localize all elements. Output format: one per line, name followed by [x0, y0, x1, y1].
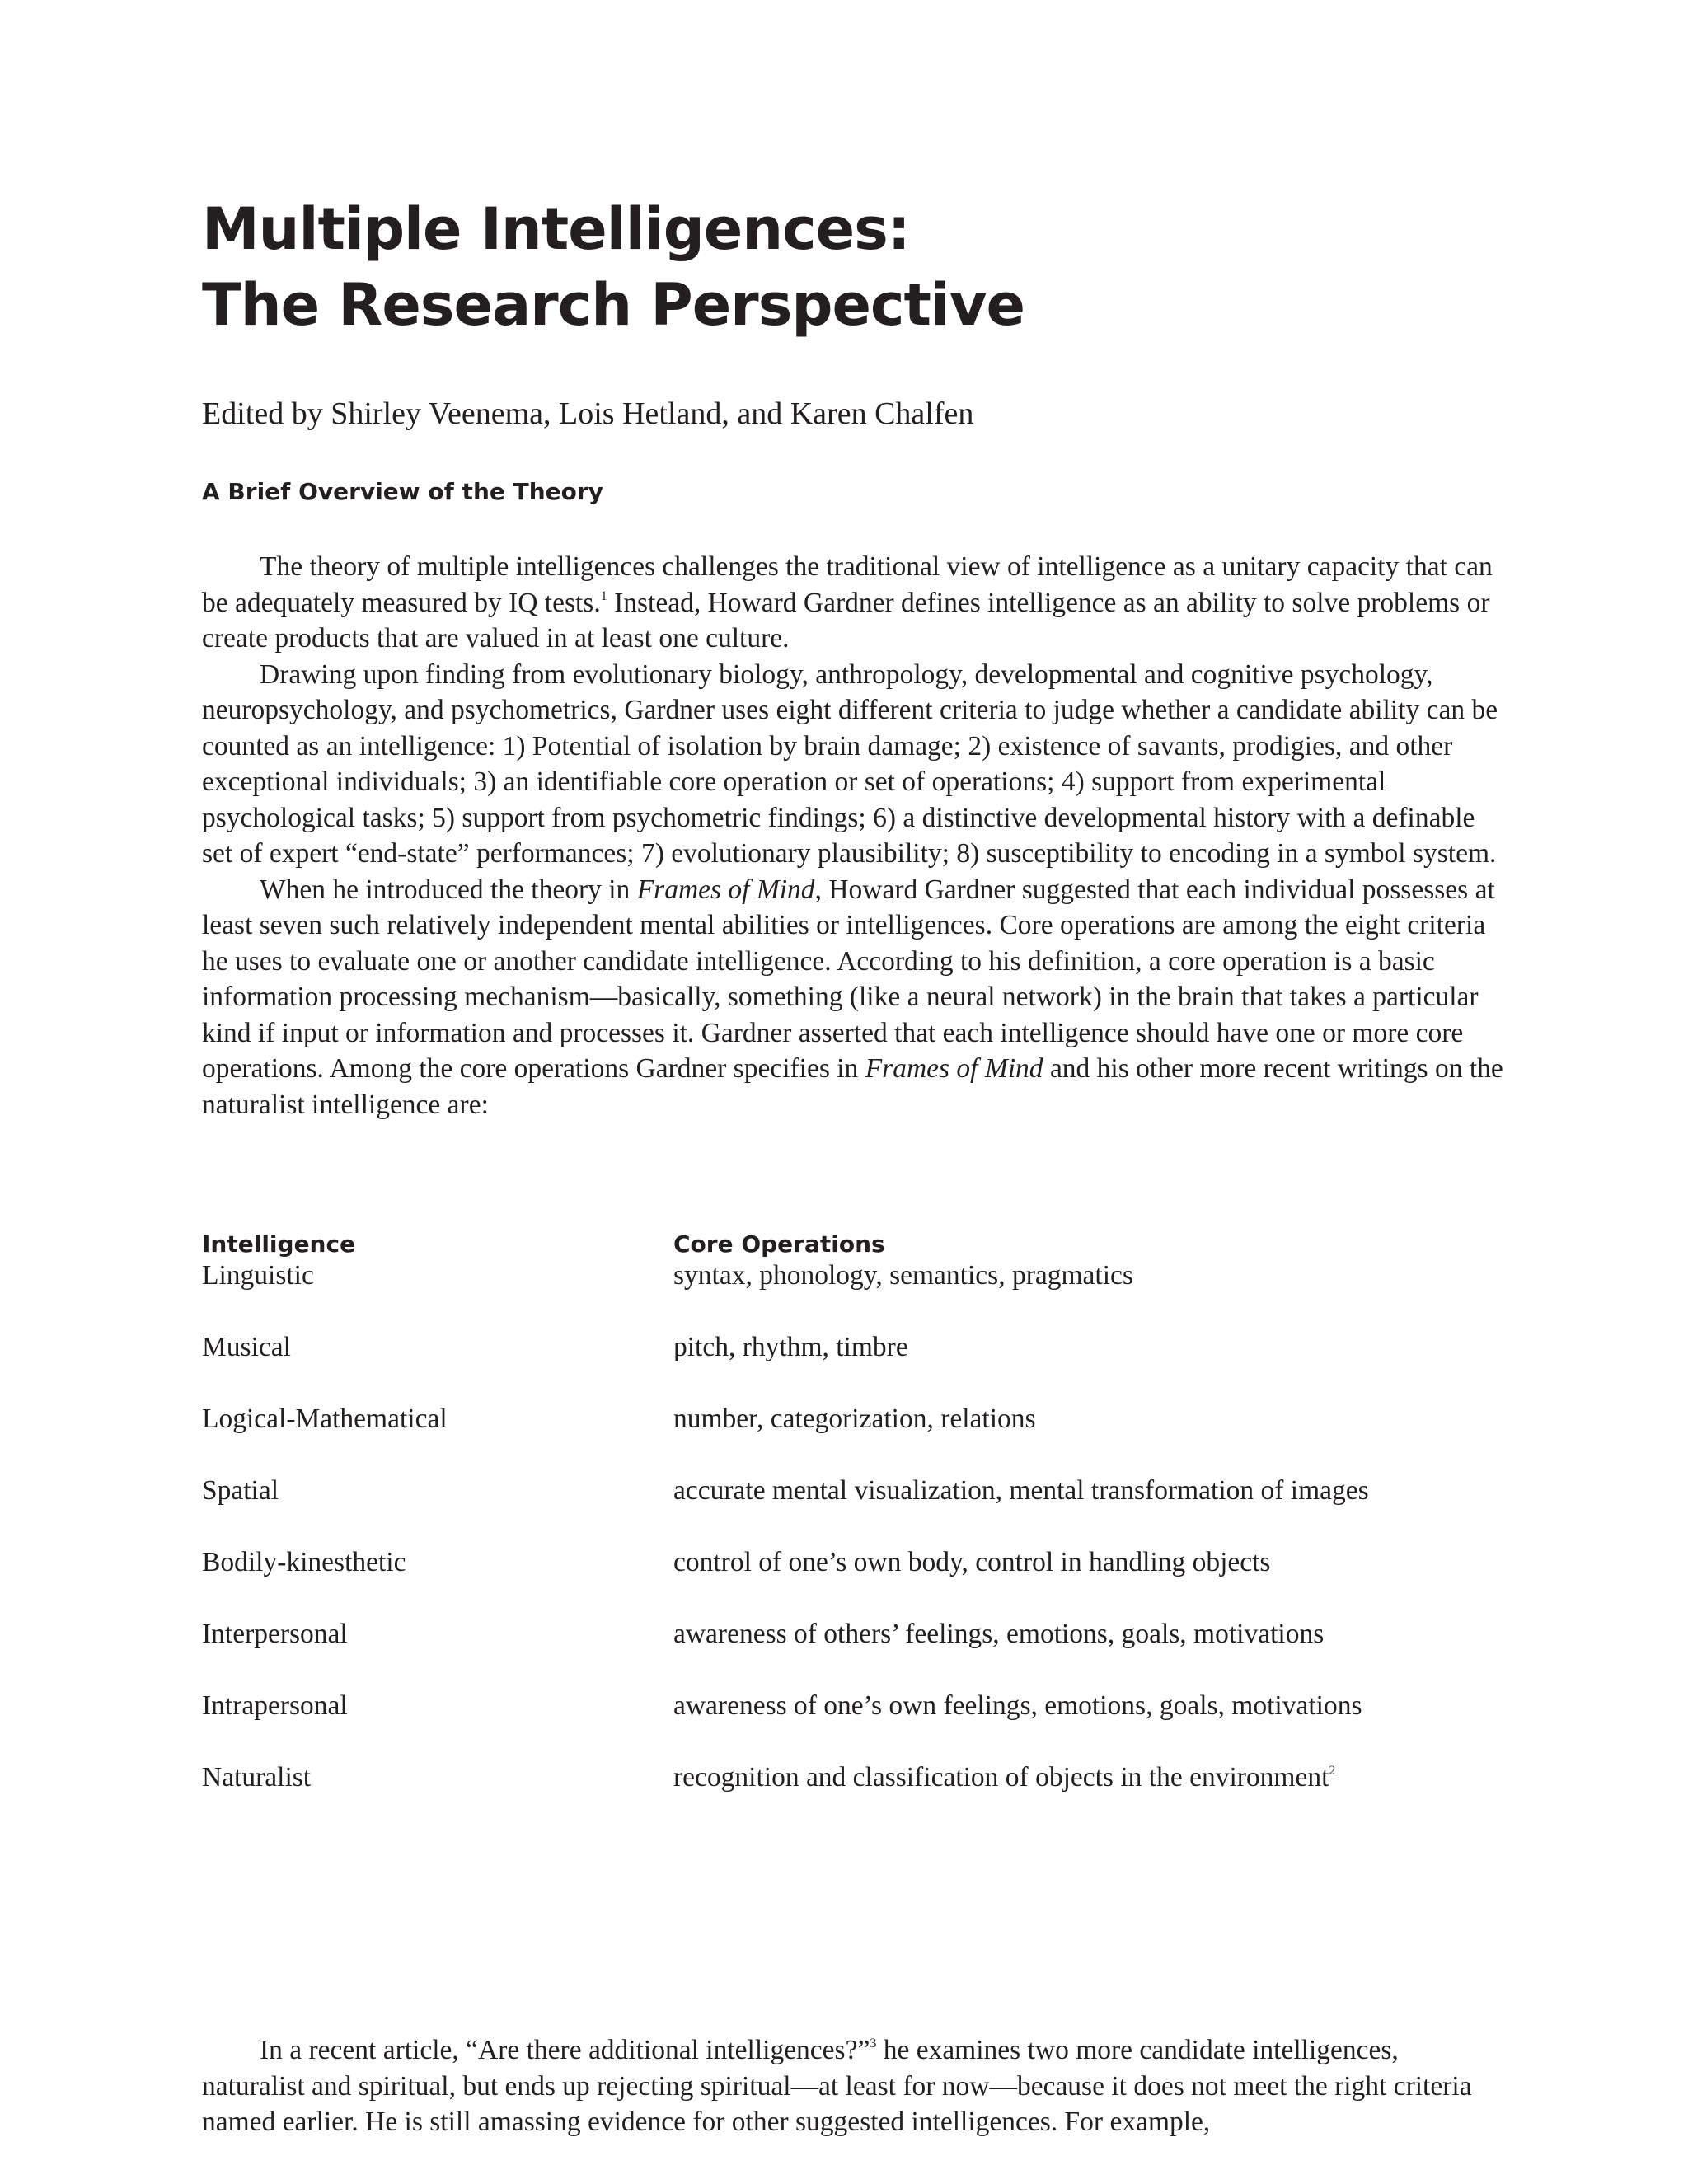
table-row — [202, 1616, 1504, 1688]
paragraph-1-text: The theory of multiple intelligences challenges the traditional view of intelligence as a unitary capacity that can be adequately measured by IQ tests. — [202, 551, 1493, 618]
core-operations-text: recognition and classification of objects in the environment — [673, 1762, 1329, 1793]
core-operations-cell — [673, 1473, 1504, 1544]
intelligence-cell: Musical — [202, 1332, 291, 1362]
footnote-ref: 2 — [1329, 1764, 1336, 1778]
body-text — [202, 549, 1504, 1122]
table-row — [202, 1329, 1504, 1401]
closing-text — [202, 2032, 1504, 2140]
core-operations-cell — [673, 1258, 1504, 1329]
intelligence-table — [202, 1231, 1504, 1831]
book-title: Frames of Mind — [636, 874, 815, 905]
intelligence-cell: Interpersonal — [202, 1619, 348, 1649]
core-operations-cell — [673, 1544, 1504, 1616]
intelligence-cell: Intrapersonal — [202, 1690, 348, 1721]
core-operations-text: accurate mental visualization, mental transformation of images — [673, 1475, 1369, 1506]
paragraph-3-text-cont: , Howard Gardner suggested that each individual possesses at least seven such relatively independent mental abilities or intelligences. Core operations are among the eight criteria he uses to evaluate one or another candidate intelligence. According to his definition, a core operation is a basic information processing mechanism—basically, something (like a neural network) in the brain that takes a particular kind if input or information and processes it. Gardner asserted that each intelligence should have one or more core operations. Among the core operations Gardner specifies in — [202, 874, 1495, 1084]
core-operations-text: awareness of others’ feelings, emotions, goals, motivations — [673, 1619, 1325, 1649]
header-core-operations: Core Operations — [673, 1230, 885, 1258]
intelligence-cell: Naturalist — [202, 1762, 312, 1793]
table-row — [202, 1473, 1504, 1544]
table-row — [202, 1760, 1504, 1831]
core-operations-cell — [673, 1401, 1504, 1473]
table-body — [202, 1258, 1504, 1831]
intelligence-cell: Spatial — [202, 1475, 279, 1506]
intelligence-cell: Logical-Mathematical — [202, 1404, 448, 1434]
core-operations-cell — [673, 1616, 1504, 1688]
paragraph-4 — [202, 2032, 1504, 2140]
paragraph-2: Drawing upon finding from evolutionary biology, anthropology, developmental and cognitive psychology, neuropsychology, and psychometrics, Gardner uses eight different criteria to judge whether a candidate ability can be counted as an intelligence: 1) Potential of isolation by brain damage; 2) existence of savants, prodigies, and other exceptional individuals; 3) an identifiable core operation or set of operations; 4) support from experimental psychological tasks; 5) support from psychometric findings; 6) a distinctive developmental history with a definable set of expert “end-state” performances; 7) evolutionary plausibility; 8) susceptibility to encoding in a symbol system. — [202, 658, 1498, 869]
paragraph-1 — [202, 549, 1504, 657]
core-operations-cell — [673, 1760, 1504, 1831]
section-heading: A Brief Overview of the Theory — [202, 478, 603, 505]
document-page — [202, 191, 1504, 2137]
core-operations-text: pitch, rhythm, timbre — [673, 1332, 908, 1362]
paragraph-3 — [202, 872, 1504, 1123]
page-title — [202, 191, 1504, 343]
intelligence-cell: Bodily-kinesthetic — [202, 1547, 406, 1577]
core-operations-cell — [673, 1329, 1504, 1401]
table-row — [202, 1688, 1504, 1760]
core-operations-text: number, categorization, relations — [673, 1404, 1036, 1434]
book-title: Frames of Mind — [865, 1053, 1043, 1084]
table-row — [202, 1401, 1504, 1473]
footnote-ref-3: 3 — [870, 2036, 877, 2050]
core-operations-text: syntax, phonology, semantics, pragmatics — [673, 1260, 1133, 1291]
header-intelligence: Intelligence — [202, 1230, 356, 1258]
intelligence-cell: Linguistic — [202, 1260, 314, 1291]
table-row — [202, 1544, 1504, 1616]
core-operations-text: awareness of one’s own feelings, emotions, goals, motivations — [673, 1690, 1362, 1721]
title-line-2: The Research Perspective — [202, 271, 1025, 339]
paragraph-4-text: In a recent article, “Are there additional intelligences?” — [260, 2035, 870, 2065]
paragraph-1-text-cont: Instead, Howard Gardner defines intelligence as an ability to solve problems or create products that are valued in at least one culture. — [202, 587, 1490, 654]
core-operations-text: control of one’s own body, control in handling objects — [673, 1547, 1271, 1577]
byline: Edited by Shirley Veenema, Lois Hetland, and Karen Chalfen — [202, 396, 974, 431]
core-operations-cell — [673, 1688, 1504, 1760]
table-row — [202, 1258, 1504, 1329]
table-header — [202, 1231, 1504, 1258]
footnote-ref-1: 1 — [600, 588, 607, 603]
paragraph-3-text-end: and his other more recent writings on the naturalist intelligence are: — [202, 1053, 1503, 1120]
paragraph-4-text-cont: he examines two more candidate intelligences, naturalist and spiritual, but ends up rejecting spiritual—at least for now—because it does not meet the right criteria named earlier. He is still amassing evidence for other suggested intelligences. For example, — [202, 2035, 1472, 2137]
title-line-1: Multiple Intelligences: — [202, 195, 910, 263]
paragraph-3-text: When he introduced the theory in — [260, 874, 637, 905]
